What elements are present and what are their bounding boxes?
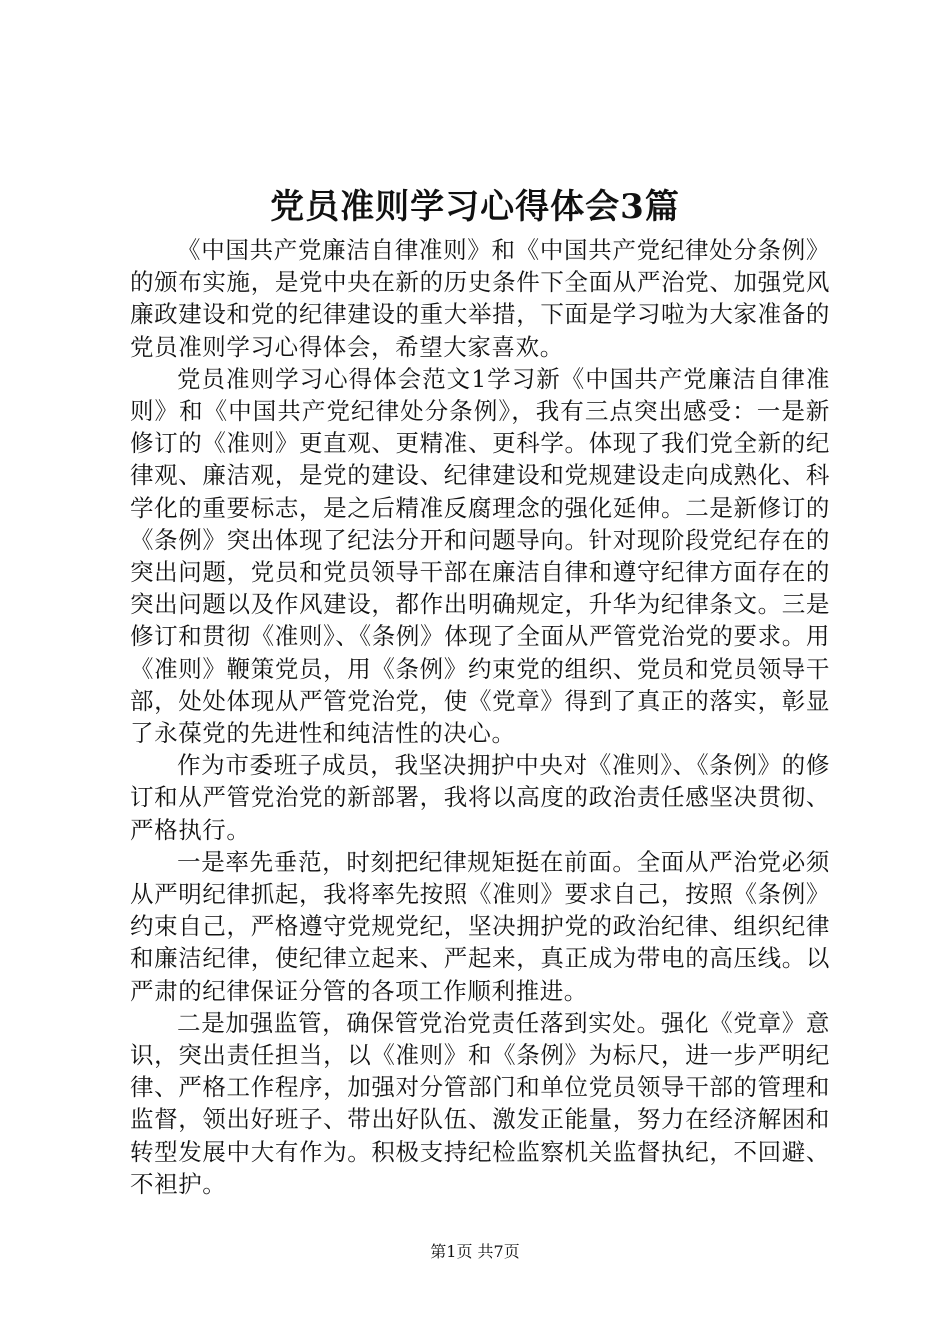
paragraph-point-1: 一是率先垂范，时刻把纪律规矩挺在前面。全面从严治党必须从严明纪律抓起，我将率先按照《准则》要求自己，按照《条例》约束自己，严格遵守党规党纪，坚决拥护党的政治纪律、组织纪律和廉洁纪律，使纪律立起来、严起来，真正成为带电的高压线。以严肃的纪律保证分管的各项工作顺利推进。 bbox=[130, 847, 830, 1005]
paragraph-commitment: 作为市委班子成员，我坚决拥护中央对《准则》、《条例》的修订和从严管党治党的新部署，我将以高度的政治责任感坚决贯彻、严格执行。 bbox=[130, 751, 830, 844]
paragraph-intro: 《中国共产党廉洁自律准则》和《中国共产党纪律处分条例》的颁布实施，是党中央在新的历史条件下全面从严治党、加强党风廉政建设和党的纪律建设的重大举措，下面是学习啦为大家准备的党员准则学习心得体会，希望大家喜欢。 bbox=[130, 236, 830, 361]
paragraph-essay-1: 党员准则学习心得体会范文1学习新《中国共产党廉洁自律准则》和《中国共产党纪律处分条例》，我有三点突出感受：一是新修订的《准则》更直观、更精准、更科学。体现了我们党全新的纪律观、廉洁观，是党的建设、纪律建设和党规建设走向成熟化、科学化的重要标志，是之后精准反腐理念的强化延伸。二是新修订的《条例》突出体现了纪法分开和问题导向。针对现阶段党纪存在的突出问题，党员和党员领导干部在廉洁自律和遵守纪律方面存在的突出问题以及作风建设，都作出明确规定，升华为纪律条文。三是修订和贯彻《准则》、《条例》体现了全面从严管党治党的要求。用《准则》鞭策党员，用《条例》约束党的组织、党员和党员领导干部，处处体现从严管党治党，使《党章》得到了真正的落实，彰显了永葆党的先进性和纯洁性的决心。 bbox=[130, 364, 830, 748]
document-body bbox=[130, 234, 830, 1200]
document-title: 党员准则学习心得体会3篇 bbox=[270, 187, 680, 227]
page-number-footer: 第1页 共7页 bbox=[430, 1242, 520, 1261]
paragraph-point-2: 二是加强监管，确保管党治党责任落到实处。强化《党章》意识，突出责任担当，以《准则》和《条例》为标尺，进一步严明纪律、严格工作程序，加强对分管部门和单位党员领导干部的管理和监督，领出好班子、带出好队伍、激发正能量，努力在经济解困和转型发展中大有作为。积极支持纪检监察机关监督执纪，不回避、不袒护。 bbox=[130, 1008, 830, 1198]
